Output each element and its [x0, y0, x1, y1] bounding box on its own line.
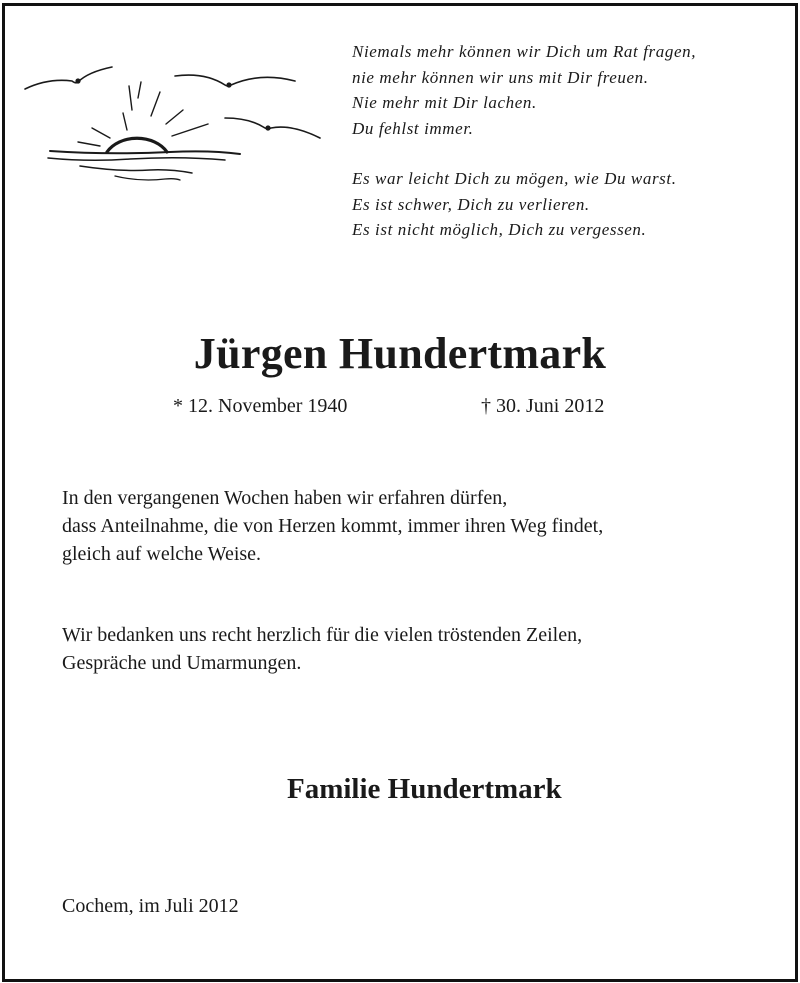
paragraph-line: gleich auf welche Weise.: [62, 543, 262, 565]
gratitude-paragraph-1: [62, 484, 603, 568]
death-date: † 30. Juni 2012: [481, 395, 605, 417]
poem-line: Niemals mehr können wir Dich um Rat fragen,: [352, 42, 697, 61]
poem-line: Es war leicht Dich zu mögen, wie Du warst.: [352, 169, 677, 188]
birth-date: * 12. November 1940: [173, 395, 348, 417]
paragraph-line: In den vergangenen Wochen haben wir erfahren dürfen,: [62, 487, 508, 509]
poem-line: Du fehlst immer.: [352, 118, 474, 138]
place-and-date: Cochem, im Juli 2012: [62, 895, 239, 917]
sunset-with-birds-icon: [20, 58, 330, 188]
poem-line: Es ist nicht möglich, Dich zu vergessen.: [352, 220, 647, 239]
paragraph-line: dass Anteilnahme, die von Herzen kommt, immer ihren Weg findet,: [62, 515, 604, 537]
paragraph-line: Gespräche und Umarmungen.: [62, 652, 302, 674]
memorial-poem: [352, 39, 696, 243]
gratitude-paragraph-2: [62, 621, 582, 677]
poem-line: Nie mehr mit Dir lachen.: [352, 93, 537, 112]
deceased-name: Jürgen Hundertmark: [193, 329, 607, 378]
stanza-gap: [352, 141, 696, 166]
poem-line: nie mehr können wir uns mit Dir freuen.: [352, 67, 649, 87]
family-signature: Familie Hundertmark: [287, 773, 562, 805]
poem-line: Es ist schwer, Dich zu verlieren.: [352, 194, 590, 214]
paragraph-line: Wir bedanken uns recht herzlich für die vielen tröstenden Zeilen,: [62, 624, 583, 646]
